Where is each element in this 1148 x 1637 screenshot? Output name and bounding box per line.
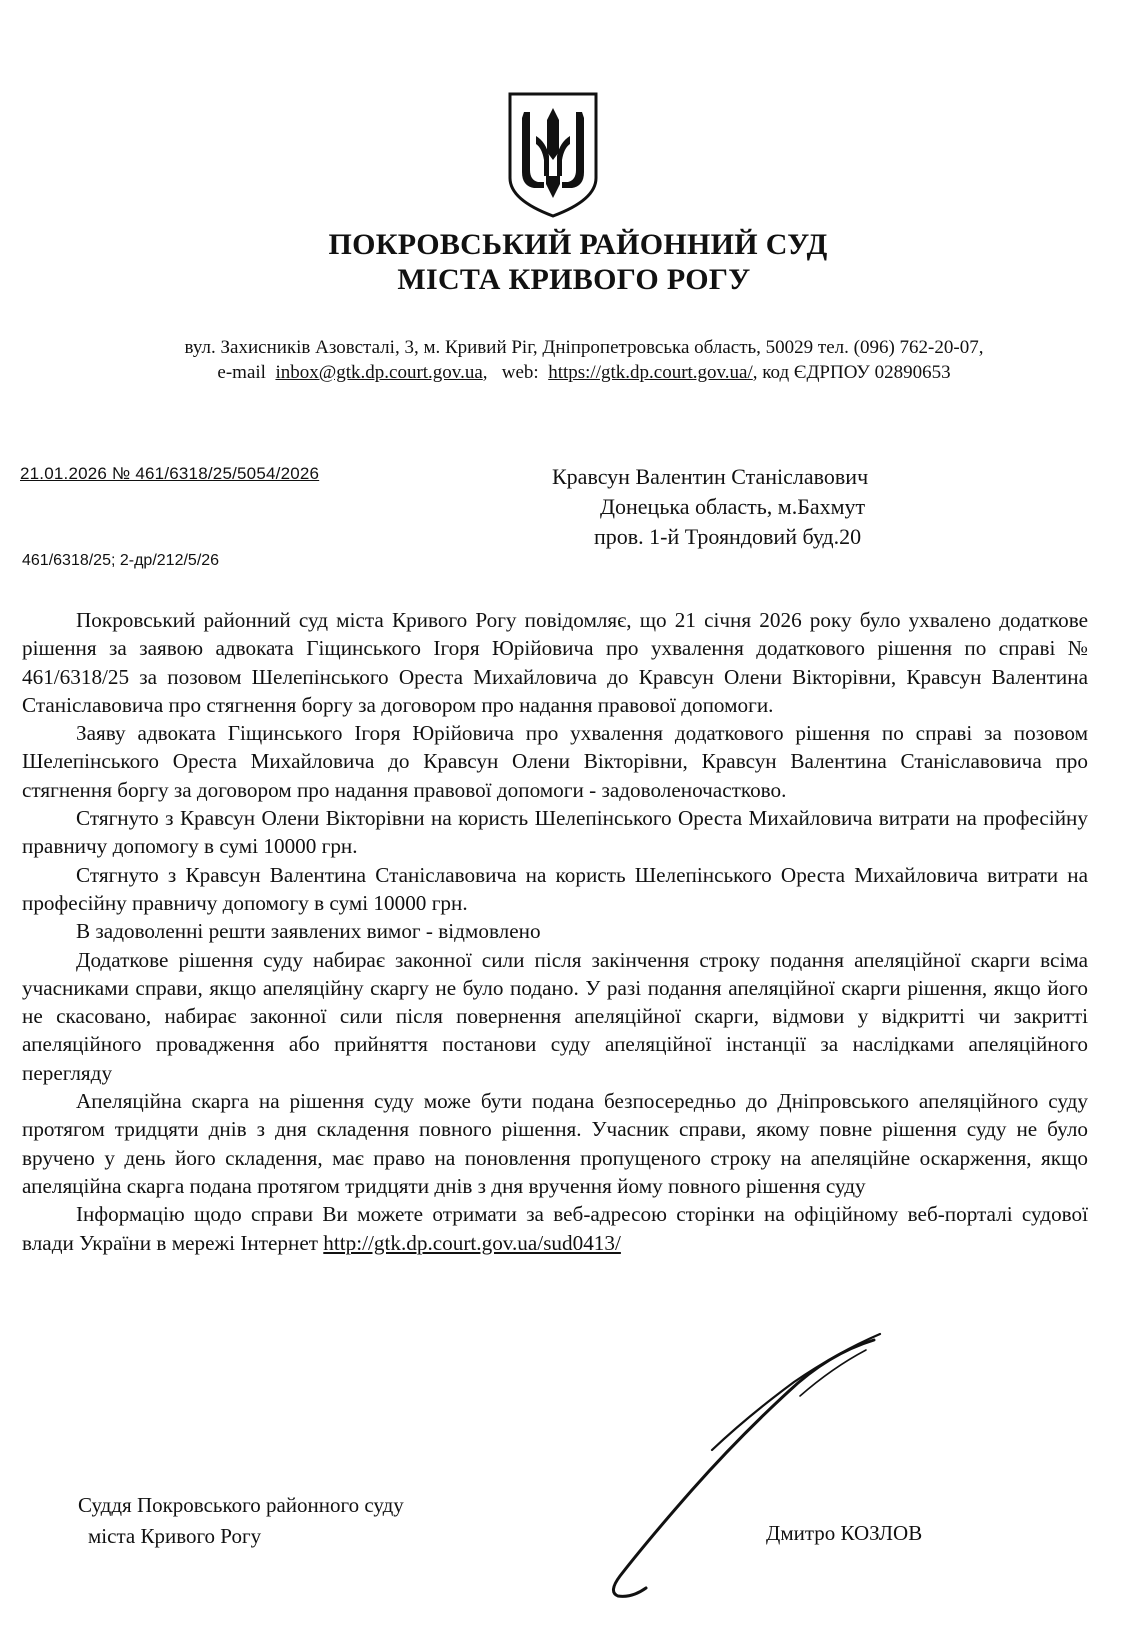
recipient-street: пров. 1-й Трояндовий буд.20 [594, 524, 862, 549]
body-paragraph: Стягнуто з Кравсун Валентина Станіславовича на користь Шелепінського Ореста Михайловича витрати на професійну правничу допомогу в сумі 10000 грн. [22, 862, 1088, 915]
handwritten-signature [588, 1330, 888, 1600]
edrpou-code: , код ЄДРПОУ 02890653 [752, 362, 951, 383]
letter-body [22, 606, 1088, 1257]
court-contacts: e-mail inbox@gtk.dp.court.gov.ua, web: https://gtk.dp.court.gov.ua/, код ЄДРПОУ 02890653 [217, 362, 951, 383]
body-paragraph: Заяву адвоката Гіщинського Ігоря Юрійовича про ухвалення додаткового рішення по справі за позовом Шелепінського Ореста Михайловича до Кравсун Олени Вікторівни, Кравсун Валентина Станіславовича про стягнення боргу за договором про надання правової допомоги - задоволеночастково. [22, 721, 1088, 802]
case-reference: 461/6318/25; 2-др/212/5/26 [22, 552, 220, 569]
recipient-region: Донецька область, м.Бахмут [600, 494, 866, 519]
email-link[interactable]: inbox@gtk.dp.court.gov.ua [275, 362, 483, 383]
judge-position-line2: міста Кривого Рогу [88, 1524, 262, 1548]
body-paragraph: Стягнуто з Кравсун Олени Вікторівни на користь Шелепінського Ореста Михайловича витрати на професійну правничу допомогу в сумі 10000 грн. [22, 806, 1088, 859]
court-address: вул. Захисників Азовсталі, 3, м. Кривий Ріг, Дніпропетровська область, 50029 тел. (096) 762-20-07, [184, 337, 984, 358]
body-paragraph: Апеляційна скарга на рішення суду може бути подана безпосередньо до Дніпровського апеляційного суду протягом тридцяти днів з дня складення повного рішення. Учасник справи, якому повне рішення суду не було вручено у день його складення, має право на поновлення пропущеного строку на апеляційне оскарження, якщо апеляційна скарга подана протягом тридцяти днів з дня вручення йому повного рішення суду [22, 1089, 1088, 1198]
email-label: e-mail [217, 362, 266, 383]
judge-name: Дмитро КОЗЛОВ [766, 1521, 923, 1545]
body-paragraph: Додаткове рішення суду набирає законної сили після закінчення строку подання апеляційної скарги всіма учасниками справи, якщо апеляційну скаргу не було подано. У разі подання апеляційної скарги рішення, якщо його не скасовано, набирає законної сили після повернення апеляційної скарги, відмови у відкритті чи закритті апеляційного провадження або прийняття постанови суду апеляційної інстанції за наслідками апеляційного перегляду [22, 947, 1088, 1085]
case-info-link[interactable]: http://gtk.dp.court.gov.ua/sud0413/ [323, 1230, 621, 1255]
web-link[interactable]: https://gtk.dp.court.gov.ua/ [548, 362, 753, 383]
info-paragraph [22, 1200, 1088, 1257]
body-paragraph: В задоволенні решти заявлених вимог - відмовлено [76, 919, 541, 944]
body-paragraph: Покровський районний суд міста Кривого Рогу повідомляє, що 21 січня 2026 року було ухвалено додаткове рішення за заявою адвоката Гіщинського Ігоря Юрійовича про ухвалення додаткового рішення по справі № 461/6318/25 за позовом Шелепінського Ореста Михайловича до Кравсун Олени Вікторівни, Кравсун Валентина Станіславовича про стягнення боргу за договором про надання правової допомоги. [22, 608, 1088, 717]
judge-position [78, 1490, 404, 1552]
court-name-line1: ПОКРОВСЬКИЙ РАЙОННИЙ СУД [328, 228, 828, 261]
web-label: web [501, 362, 534, 383]
outgoing-number: 21.01.2026 № 461/6318/25/5054/2026 [20, 464, 320, 483]
judge-position-line1: Суддя Покровського районного суду [78, 1493, 404, 1517]
trident-emblem-icon [506, 90, 600, 220]
recipient-name: Кравсун Валентин Станіславович [552, 464, 869, 489]
court-name-line2: МІСТА КРИВОГО РОГУ [397, 263, 751, 296]
info-text: Інформацію щодо справи Ви можете отримати за веб-адресою сторінки на офіційному веб-порталі судової влади України в мережі Інтернет [22, 1202, 1088, 1255]
